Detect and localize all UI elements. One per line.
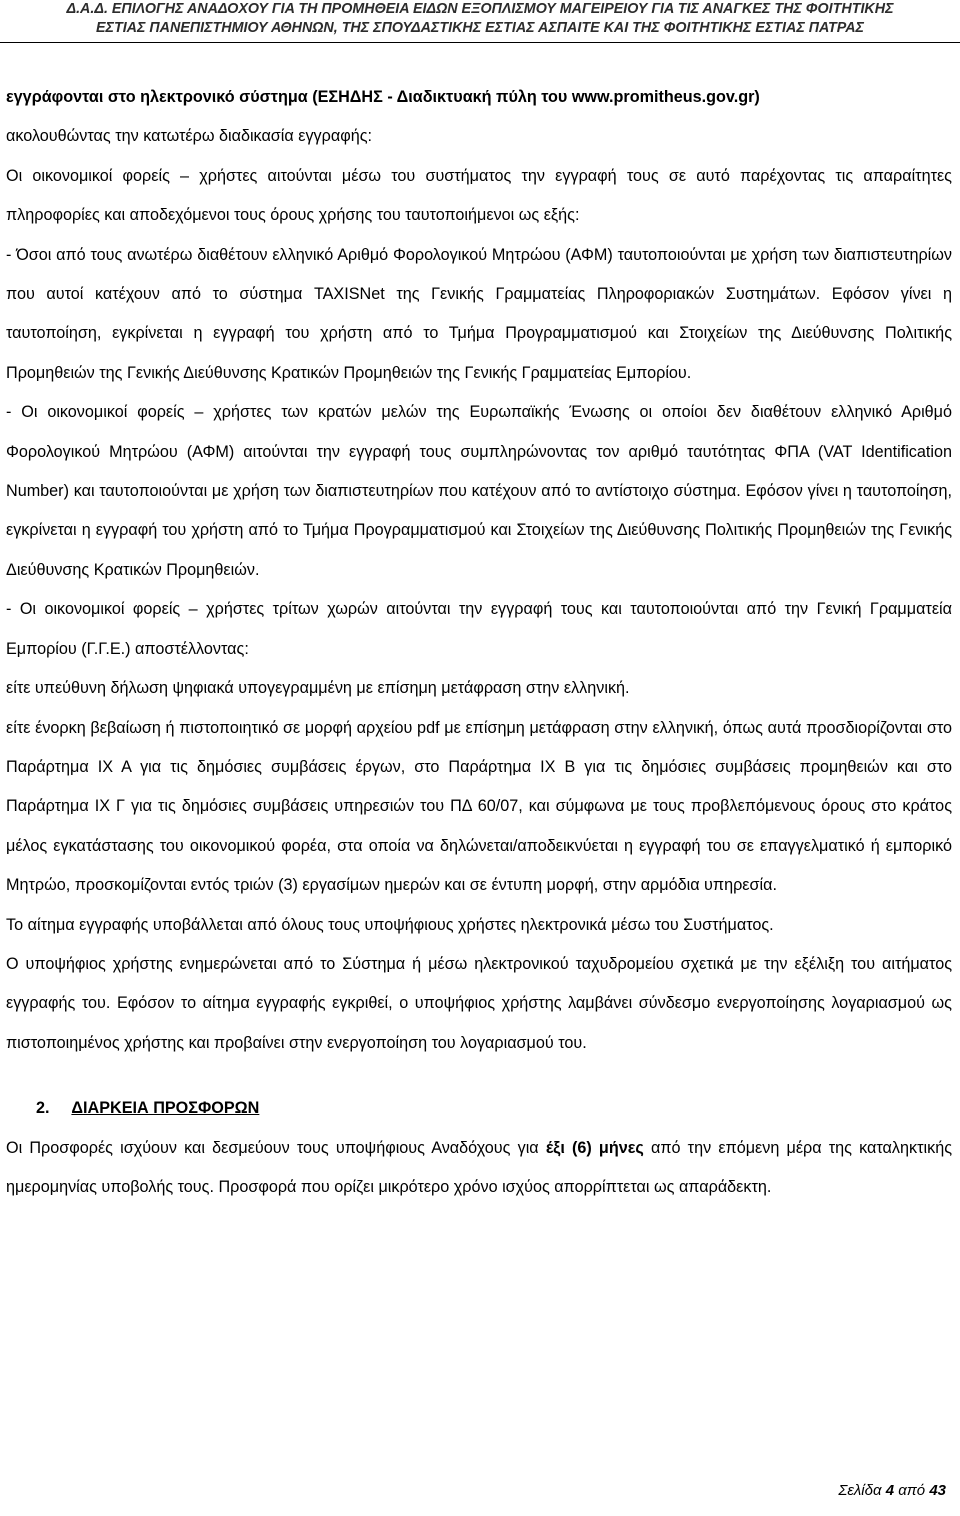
offer-validity-text-1: Οι Προσφορές ισχύουν και δεσμεύουν τους υποψήφιους Αναδόχους για	[6, 1138, 546, 1157]
paragraph-offer-validity	[6, 1129, 952, 1208]
paragraph-solemn-declaration: είτε υπεύθυνη δήλωση ψηφιακά υπογεγραμμένη με επίσημη μετάφραση στην ελληνική.	[6, 679, 630, 698]
paragraph-eu-operators: - Οι οικονομικοί φορείς – χρήστες των κρατών μελών της Ευρωπαϊκής Ένωσης οι οποίοι δεν διαθέτουν ελληνικό Αριθμό Φορολογικού Μητρώου (ΑΦΜ) αιτούνται την εγγραφή τους συμπληρώνοντας τον αριθμό ταυτότητας ΦΠΑ (VAT Identification Number) και ταυτοποιούνται με χρήση των διαπιστευτηρίων που κατέχουν από το αντίστοιχο σύστημα. Εφόσον γίνει η ταυτοποίηση, εγκρίνεται η εγγραφή του χρήστη από το Τμήμα Προγραμματισμού και Στοιχείων της Διεύθυνσης Πολιτικής Προμηθειών της Γενικής Διεύθυνσης Κρατικών Προμηθειών.	[6, 403, 952, 579]
section-number: 2.	[36, 1099, 50, 1118]
registration-procedure-line: ακολουθώντας την κατωτέρω διαδικασία εγγραφής:	[6, 127, 373, 146]
offer-validity-duration: έξι (6) μήνες	[545, 1138, 644, 1157]
section-heading	[6, 1089, 952, 1128]
header-line-2: ΕΣΤΙΑΣ ΠΑΝΕΠΙΣΤΗΜΙΟΥ ΑΘΗΝΩΝ, ΤΗΣ ΣΠΟΥΔΑΣΤΙΚΗΣ ΕΣΤΙΑΣ ΑΣΠΑΙΤΕ ΚΑΙ ΤΗΣ ΦΟΙΤΗΤΙΚΗΣ ΕΣΤΙΑΣ ΠΑΤΡΑΣ	[95, 20, 864, 36]
header-line-1: Δ.Α.Δ. ΕΠΙΛΟΓΗΣ ΑΝΑΔΟΧΟΥ ΓΙΑ ΤΗ ΠΡΟΜΗΘΕΙΑ ΕΙΔΩΝ ΕΞΟΠΛΙΣΜΟΥ ΜΑΓΕΙΡΕΙΟΥ ΓΙΑ ΤΙΣ ΑΝΑΓΚΕΣ ΤΗΣ ΦΟΙΤΗΤΙΚΗΣ	[66, 1, 894, 17]
document-body	[6, 78, 952, 1207]
paragraph-registration-request: Το αίτημα εγγραφής υποβάλλεται από όλους τους υποψήφιους χρήστες ηλεκτρονικά μέσω του Συστήματος.	[6, 915, 774, 934]
page-number	[838, 1482, 946, 1499]
page-label: Σελίδα	[838, 1482, 886, 1499]
paragraph-afm-holders: - Όσοι από τους ανωτέρω διαθέτουν ελληνικό Αριθμό Φορολογικού Μητρώου (ΑΦΜ) ταυτοποιούνται με χρήση των διαπιστευτηρίων που αυτοί κατέχουν από το σύστημα TAXISNet της Γενικής Γραμματείας Πληροφοριακών Συστημάτων. Εφόσον γίνει η ταυτοποίηση, εγκρίνεται η εγγραφή του χρήστη από το Τμήμα Προγραμματισμού και Στοιχείων της Διεύθυνσης Πολιτικής Προμηθειών της Γενικής Διεύθυνσης Κρατικών Προμηθειών της Γενικής Γραμματείας Εμπορίου.	[6, 245, 952, 382]
paragraph-economic-operators: Οι οικονομικοί φορείς – χρήστες αιτούνται μέσω του συστήματος την εγγραφή τους σε αυτό παρέχοντας τις απαραίτητες πληροφορίες και αποδεχόμενοι τους όρους χρήσης του ταυτοποιήμενοι ως εξής:	[6, 166, 952, 225]
offer-validity-text-2: από την επόμενη μέρα της καταληκτικής ημερομηνίας υποβολής τους. Προσφορά που ορίζει μικρότερο χρόνο ισχύος απορρίπτεται ως απαράδεκτη.	[6, 1138, 952, 1196]
section-title: ΔΙΑΡΚΕΙΑ ΠΡΟΣΦΟΡΩΝ	[71, 1099, 260, 1118]
paragraph-user-notification: Ο υποψήφιος χρήστης ενημερώνεται από το Σύστημα ή μέσω ηλεκτρονικού ταχυδρομείου σχετικά με την εξέλιξη του αιτήματος εγγραφής του. Εφόσον το αίτημα εγγραφής εγκριθεί, ο υποψήφιος χρήστης λαμβάνει σύνδεσμο ενεργοποίησης λογαριασμού ως πιστοποιημένος χρήστης και προβαίνει στην ενεργοποίηση του λογαριασμού του.	[6, 954, 952, 1052]
page-of-label: από	[894, 1482, 930, 1499]
page-total: 43	[929, 1482, 946, 1499]
paragraph-registration-intro	[6, 78, 952, 157]
paragraph-sworn-statement: είτε ένορκη βεβαίωση ή πιστοποιητικό σε μορφή αρχείου pdf με επίσημη μετάφραση στην ελληνική, όπως αυτά προσδιορίζονται στο Παράρτημα ΙΧ Α για τις δημόσιες συμβάσεις έργων, στο Παράρτημα ΙΧ Β για τις δημόσιες συμβάσεις προμηθειών και στο Παράρτημα ΙΧ Γ για τις δημόσιες συμβάσεις υπηρεσιών του ΠΔ 60/07, και σύμφωνα με τους προβλεπόμενους όρους στο κράτος μέλος εγκατάστασης του οικονομικού φορέα, στα οποία να δηλώνεται/αποδεικνύεται η εγγραφή του σε επαγγελματικό ή εμπορικό Μητρώο, προσκομίζονται εντός τριών (3) εργασίμων ημερών και σε έντυπη μορφή, στην αρμόδια υπηρεσία.	[6, 718, 952, 895]
page-current: 4	[885, 1482, 895, 1499]
paragraph-third-country-operators: - Οι οικονομικοί φορείς – χρήστες τρίτων χωρών αιτούνται την εγγραφή τους και ταυτοποιούνται από την Γενική Γραμματεία Εμπορίου (Γ.Γ.Ε.) αποστέλλοντας:	[6, 600, 952, 658]
registration-system-line: εγγράφονται στο ηλεκτρονικό σύστημα (ΕΣΗΔΗΣ - Διαδικτυακή πύλη του www.promitheus.gov.gr)	[6, 88, 760, 106]
document-header	[0, 0, 960, 43]
